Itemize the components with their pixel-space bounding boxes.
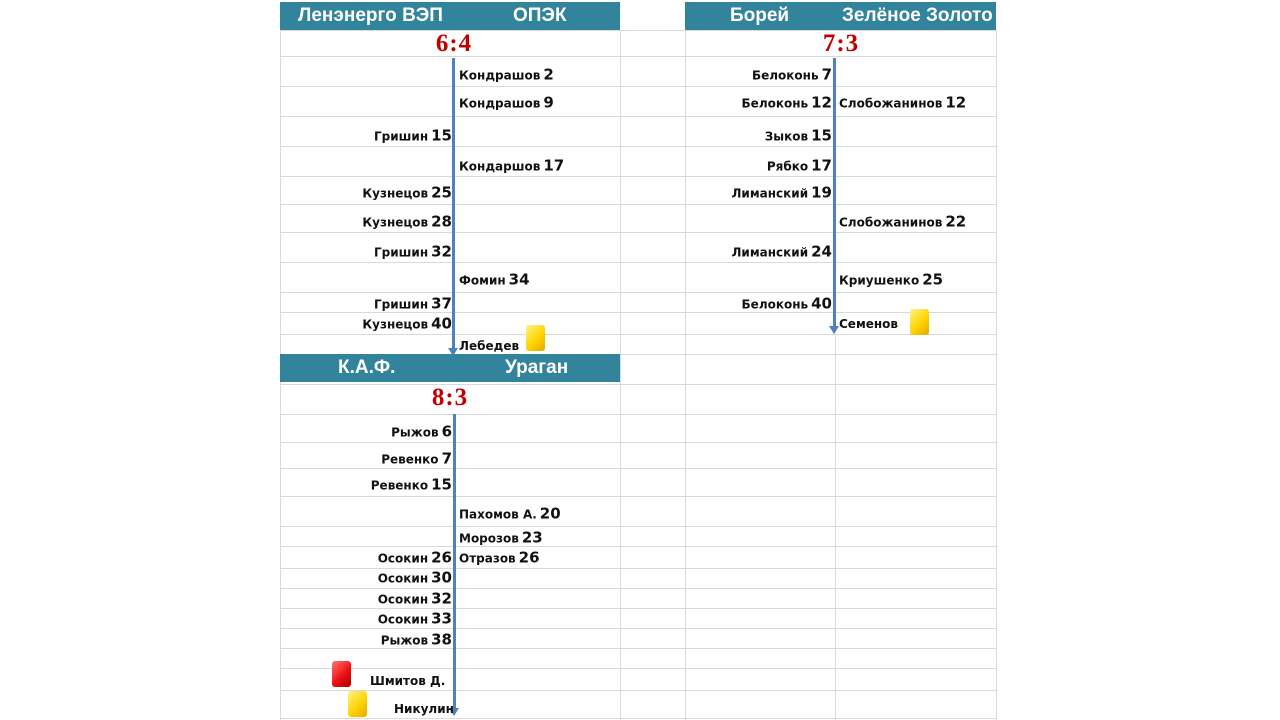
card-player-name: Семенов xyxy=(839,317,899,331)
goal-event xyxy=(374,242,452,261)
goal-event xyxy=(377,548,452,567)
yellow-card-icon xyxy=(526,325,545,351)
player-name: Слобожанинов xyxy=(839,215,943,230)
player-name: Лиманский xyxy=(731,186,809,201)
goal-minute: 7 xyxy=(441,449,452,468)
player-name: Белоконь xyxy=(741,96,809,111)
match-header xyxy=(280,354,620,382)
goal-event xyxy=(459,548,540,567)
goal-event xyxy=(459,270,530,289)
home-team-name: Ленэнерго ВЭП xyxy=(298,5,443,26)
away-team-name: Ураган xyxy=(505,357,569,378)
goal-event xyxy=(459,528,543,547)
goal-minute: 15 xyxy=(811,126,832,145)
goal-minute: 32 xyxy=(431,242,452,261)
goal-event xyxy=(377,589,452,608)
goal-minute: 19 xyxy=(811,183,832,202)
player-name: Белоконь xyxy=(751,68,819,83)
player-name: Зыков xyxy=(764,129,809,144)
goal-minute: 40 xyxy=(811,294,832,313)
player-name: Белоконь xyxy=(741,297,809,312)
player-name: Осокин xyxy=(377,612,429,627)
goal-event xyxy=(381,449,452,468)
goal-minute: 37 xyxy=(431,294,452,313)
player-name: Осокин xyxy=(377,571,429,586)
goal-event xyxy=(459,65,554,84)
match-timeline xyxy=(833,58,836,328)
grid-line xyxy=(280,334,996,335)
goal-event xyxy=(380,630,452,649)
goal-event xyxy=(370,475,452,494)
goal-minute: 28 xyxy=(431,212,452,231)
goal-minute: 40 xyxy=(431,314,452,333)
goal-minute: 26 xyxy=(431,548,452,567)
player-name: Рябко xyxy=(766,159,809,174)
grid-line xyxy=(280,204,996,205)
grid-line xyxy=(280,146,996,147)
yellow-card-icon xyxy=(910,309,929,335)
grid-line xyxy=(280,526,996,527)
grid-line xyxy=(280,628,996,629)
player-name: Пахомов А. xyxy=(459,507,537,522)
goal-minute: 38 xyxy=(431,630,452,649)
goal-minute: 23 xyxy=(521,528,543,547)
goal-minute: 20 xyxy=(539,504,561,523)
goal-event xyxy=(377,568,452,587)
card-player-name: Лебедев xyxy=(459,339,520,353)
grid-line xyxy=(280,292,996,293)
yellow-card-icon xyxy=(348,691,367,717)
player-name: Гришин xyxy=(374,245,429,260)
grid-line xyxy=(280,30,996,31)
goal-event xyxy=(374,126,452,145)
grid-line xyxy=(280,648,996,649)
player-name: Осокин xyxy=(377,551,429,566)
goal-event xyxy=(374,294,452,313)
match-header xyxy=(280,2,620,30)
goal-minute: 34 xyxy=(508,270,530,289)
grid-line xyxy=(996,30,997,720)
card-player-name: Шмитов Д. xyxy=(370,674,446,688)
grid-line xyxy=(620,30,621,720)
goal-event xyxy=(362,183,452,202)
goal-event xyxy=(766,156,832,175)
goal-event xyxy=(839,212,967,231)
match-timeline xyxy=(453,414,456,710)
goal-minute: 22 xyxy=(945,212,967,231)
grid-line xyxy=(280,496,996,497)
grid-line xyxy=(280,588,996,589)
goal-event xyxy=(839,270,944,289)
player-name: Кузнецов xyxy=(362,317,429,332)
card-player-name: Никулин xyxy=(394,702,454,716)
player-name: Отразов xyxy=(459,551,516,566)
goal-event xyxy=(459,504,561,523)
player-name: Криушенко xyxy=(839,273,920,288)
goal-event xyxy=(764,126,832,145)
grid-line xyxy=(280,568,996,569)
goal-minute: 17 xyxy=(543,156,565,175)
grid-line xyxy=(280,116,996,117)
grid-line xyxy=(685,30,686,720)
grid-line xyxy=(280,312,996,313)
goal-event xyxy=(751,65,832,84)
grid-line xyxy=(280,546,996,547)
goal-minute: 7 xyxy=(821,65,832,84)
goal-minute: 2 xyxy=(543,65,554,84)
goal-minute: 25 xyxy=(922,270,944,289)
goal-minute: 15 xyxy=(431,475,452,494)
grid-line xyxy=(280,262,996,263)
goal-event xyxy=(362,314,452,333)
goal-minute: 26 xyxy=(518,548,540,567)
match-score: 7:3 xyxy=(822,30,860,57)
away-team-name: ОПЭК xyxy=(513,5,567,26)
player-name: Ревенко xyxy=(381,452,439,467)
player-name: Лиманский xyxy=(731,245,809,260)
goal-minute: 17 xyxy=(811,156,832,175)
goal-minute: 32 xyxy=(431,589,452,608)
goal-event xyxy=(741,93,832,112)
grid-line xyxy=(280,86,996,87)
goal-event xyxy=(459,93,554,112)
goal-minute: 24 xyxy=(811,242,832,261)
goal-minute: 12 xyxy=(811,93,832,112)
goal-event xyxy=(377,609,452,628)
goal-minute: 6 xyxy=(441,422,452,441)
grid-line xyxy=(280,668,996,669)
player-name: Кузнецов xyxy=(362,215,429,230)
goal-minute: 25 xyxy=(431,183,452,202)
grid-line xyxy=(280,414,996,415)
goal-minute: 30 xyxy=(431,568,452,587)
grid-line xyxy=(280,176,996,177)
player-name: Осокин xyxy=(377,592,429,607)
goal-event xyxy=(459,156,565,175)
goal-minute: 9 xyxy=(543,93,554,112)
grid-line xyxy=(280,690,996,691)
grid-line xyxy=(280,718,996,719)
goal-event xyxy=(731,183,832,202)
match-timeline xyxy=(452,58,455,350)
player-name: Кондрашов xyxy=(459,68,541,83)
grid-line xyxy=(835,330,836,720)
player-name: Рыжов xyxy=(380,633,429,648)
grid-line xyxy=(280,468,996,469)
player-name: Кузнецов xyxy=(362,186,429,201)
match-header xyxy=(685,2,996,30)
red-card-icon xyxy=(332,661,351,687)
player-name: Гришин xyxy=(374,129,429,144)
player-name: Слобожанинов xyxy=(839,96,943,111)
player-name: Гришин xyxy=(374,297,429,312)
player-name: Рыжов xyxy=(391,425,439,440)
grid-line xyxy=(280,384,996,385)
player-name: Кондрашов xyxy=(459,96,541,111)
goal-minute: 15 xyxy=(431,126,452,145)
player-name: Ревенко xyxy=(370,478,429,493)
grid-line xyxy=(280,232,996,233)
goal-event xyxy=(362,212,452,231)
grid-line xyxy=(280,608,996,609)
grid-line xyxy=(280,442,996,443)
goal-minute: 12 xyxy=(945,93,967,112)
goal-minute: 33 xyxy=(431,609,452,628)
goal-event xyxy=(731,242,832,261)
goal-event xyxy=(741,294,832,313)
home-team-name: К.А.Ф. xyxy=(338,357,396,378)
player-name: Кондаршов xyxy=(459,159,541,174)
player-name: Морозов xyxy=(459,531,519,546)
goal-event xyxy=(839,93,967,112)
match-score: 8:3 xyxy=(431,384,469,411)
away-team-name: Зелёное Золото xyxy=(842,5,993,26)
player-name: Фомин xyxy=(459,273,506,288)
goal-event xyxy=(391,422,452,441)
home-team-name: Борей xyxy=(730,5,790,26)
match-score: 6:4 xyxy=(435,30,473,57)
grid-line xyxy=(280,56,996,57)
